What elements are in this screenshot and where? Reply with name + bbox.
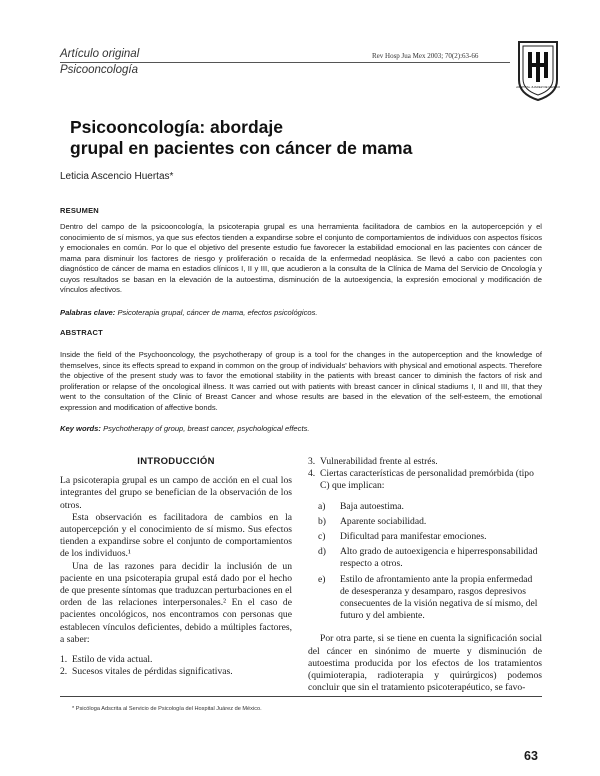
abstract-keywords: [60, 424, 542, 434]
resumen-heading: RESUMEN: [60, 206, 99, 215]
sublist-item: c) Dificultad para manifestar emociones.: [318, 531, 487, 543]
footnote-rule: [60, 696, 542, 697]
journal-reference: Rev Hosp Jua Mex 2003; 70(2):63-66: [372, 52, 479, 60]
resumen-text: Dentro del campo de la psicooncología, la psicoterapia grupal es una herramienta facilitadora de cambios en la autopercepción y el conocimiento de sí mismos, ya que sus efectos tienden a expandirse sobre el conjunto de comportamientos de individuos con aspectos físicos y emocionales en común. Por lo que el objetivo del presente estudio fue favorecer la estabilidad emocional en las pacientes con cáncer de mama para disminuir los factores de riesgo y proliferación o recaída de la enfermedad neoplásica. Se llevó a cabo con pacientes con diagnóstico de cáncer de mama en estadios clínicos I, II y III, que acudieron a la consulta de la Clínica de Mama del Servicio de Oncología y cuyos resultados se basan en la elevación de la autoestima, disminución de la autoexigencia, la expresión emocional y modificación de vínculos afectivos.: [60, 222, 542, 294]
sublist-item: a) Baja autoestima.: [318, 500, 404, 512]
logo-text: HOSPITAL JUAREZ DE MEXICO: [516, 85, 560, 89]
page-number: 63: [524, 749, 538, 763]
section-label: Artículo original: [60, 48, 140, 60]
intro-paragraph-2: Esta observación es facilitadora de cambios en la autopercepción y el conocimiento de sí mismo. Sus efectos tienden a expandirse sobre el conjunto de comportamientos de los individuos.¹: [60, 511, 292, 560]
author-name: Leticia Ascencio Huertas*: [60, 171, 174, 182]
title-line-1: Psicooncología: abordaje: [70, 117, 283, 137]
resumen-keywords: [60, 308, 542, 318]
subsection-label: Psicooncología: [60, 64, 138, 76]
list-item: 2. Sucesos vitales de pérdidas significativas.: [60, 666, 233, 678]
abstract-text: Inside the field of the Psychooncology, the psychotherapy of group is a tool for the changes in the autoperception and the knowledge of themselves, since its effects spread to expand in common on the group of individuals' behaviors with physical and emotional aspects. Therefore the objective of the present study was to favor the emotional stability in the patients with breast cancer to diminish the factors of risk and proliferation or relapse of the oncological illness. It was carried out with patients with breast cancer in clinical stadiums I, II and III, that they went to the consultation of the Clinic of Breast Cancer and whose results are based in the elevation of the self-esteem, the emotional expression and modification of affective bonds.: [60, 350, 542, 412]
sublist-item: b) Aparente sociabilidad.: [318, 515, 427, 527]
keywords-label-en: Key words:: [60, 424, 101, 433]
intro-paragraph-3: Una de las razones para decidir la inclusión de un paciente en una psicoterapia grupal está dado por el hecho de que presente síntomas que traduzcan perturbaciones en el orden de las relaciones interpersonales.² En el caso de pacientes oncológicos, nos encontramos con personas que establecen vínculos deficientes, debido a múltiples factores, a saber:: [60, 560, 292, 645]
abstract-heading: ABSTRACT: [60, 328, 103, 337]
article-title: [70, 117, 510, 159]
list-item: 1. Estilo de vida actual.: [60, 654, 153, 666]
list-item: 4. Ciertas características de personalidad premórbida (tipo C) que implican:: [308, 468, 534, 492]
keywords-en: Psychotherapy of group, breast cancer, psychological effects.: [103, 424, 310, 433]
intro-paragraph-1: La psicoterapia grupal es un campo de acción en el cual los integrantes del grupo se benefician de la observación de los otros.: [60, 475, 292, 511]
keywords-es: Psicoterapia grupal, cáncer de mama, efectos psicológicos.: [117, 308, 318, 317]
sublist-item: d) Alto grado de autoexigencia e hiperresponsabilidad respecto a otros.: [318, 546, 538, 570]
header-rule: [60, 62, 510, 63]
title-line-2: grupal en pacientes con cáncer de mama: [70, 138, 413, 158]
keywords-label-es: Palabras clave:: [60, 308, 116, 317]
list-item: 3. Vulnerabilidad frente al estrés.: [308, 456, 438, 467]
hospital-logo: [516, 40, 560, 102]
right-column: [308, 456, 542, 694]
left-column: [60, 456, 292, 678]
intro-paragraph-4: Por otra parte, si se tiene en cuenta la significación social del cáncer en sinónimo de muerte y disminución de autoestima producida por los efectos de los tratamientos (quimioterapia, radioterapia y quirúrgicos) podemos concluir que sin el tratamiento psicoterapéutico, se favo-: [308, 633, 542, 694]
sublist-item: e) Estilo de afrontamiento ante la propia enfermedad de desesperanza y desamparo, rasgos depresivos consecuentes de la visión negativa de sí mismo, del futuro y del ambiente.: [318, 573, 538, 622]
footnote: * Psicóloga Adscrita al Servicio de Psicología del Hospital Juárez de México.: [72, 706, 262, 712]
intro-heading: INTRODUCCIÓN: [137, 456, 215, 467]
